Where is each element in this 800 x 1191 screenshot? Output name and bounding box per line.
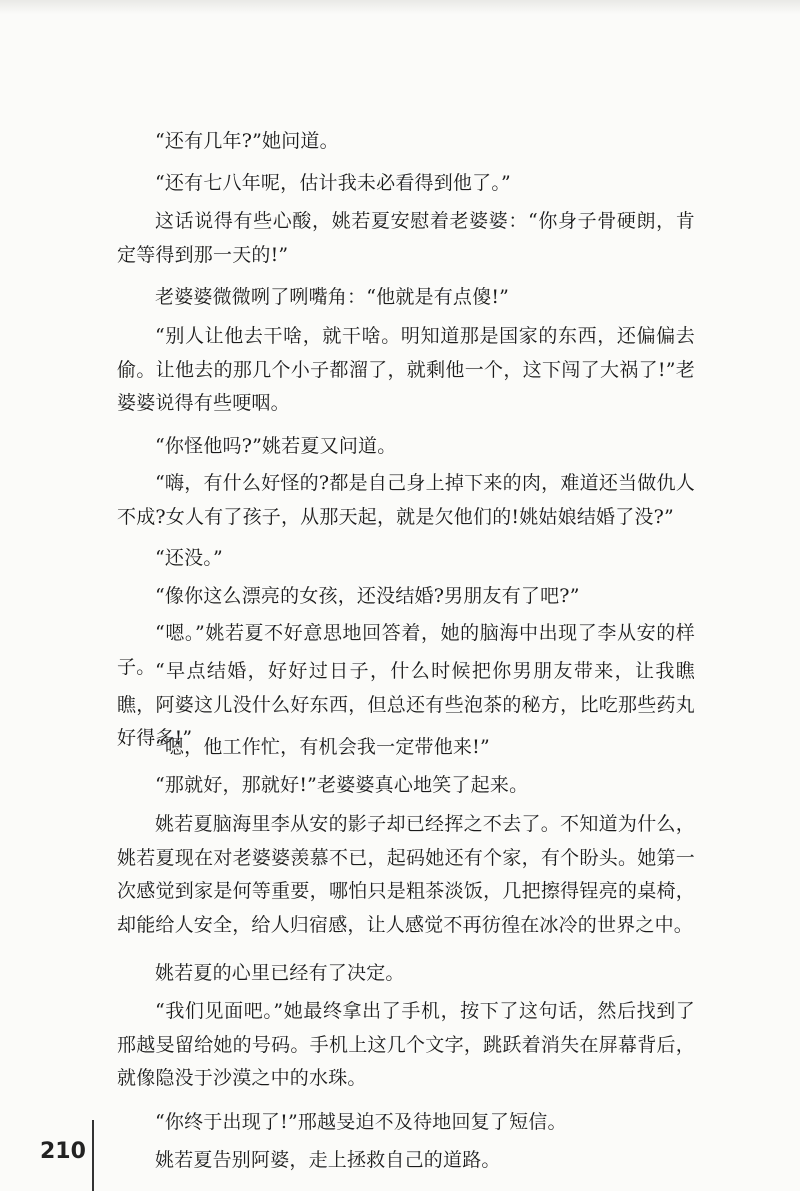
- paragraph-13: “那就好，那就好!”老婆婆真心地笑了起来。: [155, 774, 529, 796]
- paragraph-10: “嗯。”姚若夏不好意思地回答着，她的脑海中出现了李从安的样子。: [117, 622, 695, 678]
- paragraph-15: 姚若夏的心里已经有了决定。: [155, 962, 405, 984]
- paragraph-2: “还有七八年呢，估计我未必看得到他了。”: [155, 172, 511, 194]
- page-top-shadow: [0, 0, 800, 14]
- paragraph-9: “像你这么漂亮的女孩，还没结婚?男朋友有了吧?”: [155, 585, 580, 607]
- paragraph-16: “我们见面吧。”她最终拿出了手机，按下了这句话，然后找到了邢越旻留给她的号码。手机上这几个文字，跳跃着消失在屏幕背后，就像隐没于沙漠之中的水珠。: [117, 1000, 695, 1089]
- paragraph-3: 这话说得有些心酸，姚若夏安慰着老婆婆：“你身子骨硬朗，肯定等得到那一天的!”: [117, 210, 695, 266]
- paragraph-17: “你终于出现了!”邢越旻迫不及待地回复了短信。: [155, 1111, 567, 1133]
- paragraph-4: 老婆婆微微咧了咧嘴角：“他就是有点傻!”: [155, 286, 510, 308]
- page-number: 210: [40, 1139, 86, 1164]
- paragraph-14: 姚若夏脑海里李从安的影子却已经挥之不去了。不知道为什么，姚若夏现在对老婆婆羡慕不已，起码她还有个家，有个盼头。她第一次感觉到家是何等重要，哪怕只是粗茶淡饭，几把擦得锃亮的桌椅，却能给人安全，给人归宿感，让人感觉不再彷徨在冰冷的世界之中。: [117, 813, 695, 936]
- paragraph-11: “早点结婚，好好过日子，什么时候把你男朋友带来，让我瞧瞧，阿婆这儿没什么好东西，但总还有些泡茶的秘方，比吃那些药丸好得多!”: [117, 660, 695, 749]
- paragraph-12: “嗯，他工作忙，有机会我一定带他来!”: [155, 736, 490, 758]
- paragraph-8: “还没。”: [155, 547, 223, 569]
- paragraph-5: “别人让他去干啥，就干啥。明知道那是国家的东西，还偏偏去偷。让他去的那几个小子都溜了，就剩他一个，这下闯了大祸了!”老婆婆说得有些哽咽。: [117, 325, 695, 414]
- paragraph-1: “还有几年?”她问道。: [155, 130, 339, 152]
- paragraph-18: 姚若夏告别阿婆，走上拯救自己的道路。: [155, 1149, 501, 1171]
- paragraph-7: “嗨，有什么好怪的?都是自己身上掉下来的肉，难道还当做仇人不成?女人有了孩子，从那天起，就是欠他们的!姚姑娘结婚了没?”: [117, 472, 695, 528]
- paragraph-6: “你怪他吗?”姚若夏又问道。: [155, 435, 397, 457]
- margin-rule: [92, 1120, 94, 1191]
